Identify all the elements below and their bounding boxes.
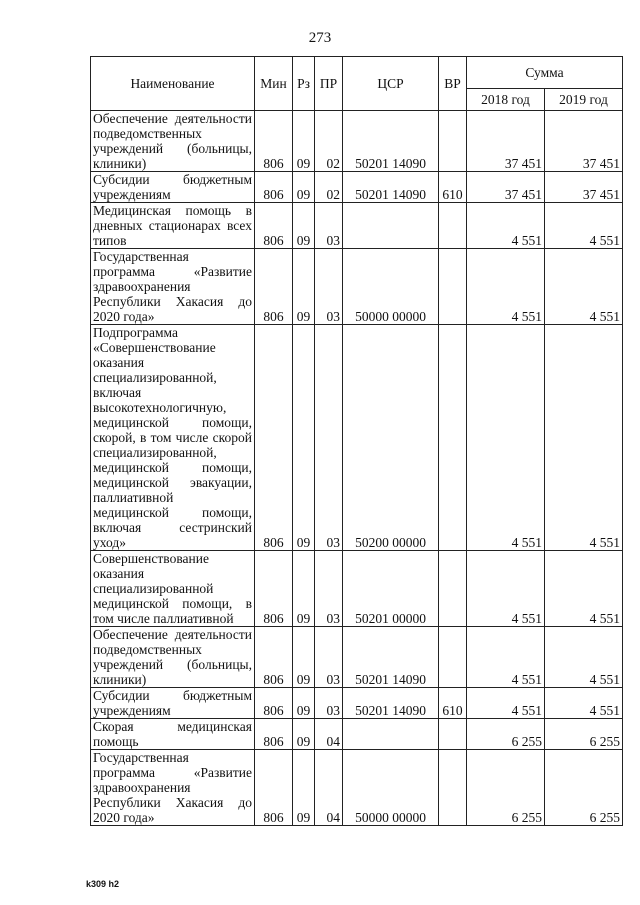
header-rz: Рз	[293, 57, 315, 111]
row-pr: 03	[315, 688, 343, 719]
row-sum-2019: 4 551	[545, 325, 623, 551]
row-sum-2018: 6 255	[467, 750, 545, 826]
row-name: Скорая медицинская помощь	[91, 719, 255, 750]
row-pr: 02	[315, 111, 343, 172]
row-sum-2018: 4 551	[467, 249, 545, 325]
footer-code: k309 h2	[86, 879, 120, 889]
row-sum-2019: 4 551	[545, 627, 623, 688]
row-min: 806	[255, 551, 293, 627]
table-row	[91, 172, 623, 203]
table-row	[91, 111, 623, 172]
row-sum-2018: 4 551	[467, 627, 545, 688]
row-name: Обеспечение деятельности подведомственных учреждений (больницы, клиники)	[91, 627, 255, 688]
row-sum-2018: 4 551	[467, 203, 545, 249]
header-name: Наименование	[91, 57, 255, 111]
table-row	[91, 325, 623, 551]
row-vr	[439, 249, 467, 325]
row-name: Подпрограмма «Совершенствование оказания специализированной, включая высокотехнологичную, медицинской помощи, скорой, в том числе скорой специализированной, медицинской помощи, медицинской эвакуации, паллиативной медицинской помощи, включая сестринский уход»	[91, 325, 255, 551]
row-name: Субсидии бюджетным учреждениям	[91, 172, 255, 203]
row-csr: 50000 00000	[343, 249, 439, 325]
row-min: 806	[255, 325, 293, 551]
row-csr: 50201 14090	[343, 627, 439, 688]
row-min: 806	[255, 111, 293, 172]
row-pr: 03	[315, 249, 343, 325]
row-sum-2018: 6 255	[467, 719, 545, 750]
table-row	[91, 203, 623, 249]
row-rz: 09	[293, 172, 315, 203]
row-min: 806	[255, 172, 293, 203]
row-sum-2018: 37 451	[467, 172, 545, 203]
row-csr: 50201 14090	[343, 688, 439, 719]
row-rz: 09	[293, 627, 315, 688]
row-sum-2019: 4 551	[545, 249, 623, 325]
row-csr	[343, 203, 439, 249]
row-vr	[439, 203, 467, 249]
row-sum-2018: 4 551	[467, 688, 545, 719]
row-csr: 50201 00000	[343, 551, 439, 627]
page-number: 273	[308, 30, 332, 46]
header-pr: ПР	[315, 57, 343, 111]
row-vr	[439, 750, 467, 826]
header-year-2018: 2018 год	[467, 89, 545, 111]
row-name: Субсидии бюджетным учреждениям	[91, 688, 255, 719]
row-min: 806	[255, 719, 293, 750]
row-sum-2018: 4 551	[467, 325, 545, 551]
table-row	[91, 551, 623, 627]
row-csr: 50201 14090	[343, 172, 439, 203]
row-pr: 03	[315, 627, 343, 688]
row-vr	[439, 627, 467, 688]
row-sum-2018: 4 551	[467, 551, 545, 627]
row-sum-2019: 4 551	[545, 688, 623, 719]
row-pr: 04	[315, 719, 343, 750]
row-csr: 50000 00000	[343, 750, 439, 826]
row-vr	[439, 551, 467, 627]
table-row	[91, 249, 623, 325]
row-min: 806	[255, 750, 293, 826]
budget-table	[90, 56, 623, 826]
row-pr: 04	[315, 750, 343, 826]
header-year-2019: 2019 год	[545, 89, 623, 111]
row-name: Обеспечение деятельности подведомственных учреждений (больницы, клиники)	[91, 111, 255, 172]
row-sum-2019: 6 255	[545, 750, 623, 826]
header-vr: ВР	[439, 57, 467, 111]
row-sum-2019: 4 551	[545, 203, 623, 249]
row-min: 806	[255, 203, 293, 249]
row-csr: 50200 00000	[343, 325, 439, 551]
row-min: 806	[255, 627, 293, 688]
table-body	[91, 111, 623, 826]
row-min: 806	[255, 249, 293, 325]
row-rz: 09	[293, 111, 315, 172]
row-sum-2019: 37 451	[545, 111, 623, 172]
row-sum-2019: 6 255	[545, 719, 623, 750]
row-pr: 03	[315, 325, 343, 551]
row-csr: 50201 14090	[343, 111, 439, 172]
row-rz: 09	[293, 688, 315, 719]
row-csr	[343, 719, 439, 750]
table-row	[91, 750, 623, 826]
row-rz: 09	[293, 719, 315, 750]
table-header	[91, 57, 623, 111]
row-name: Государственная программа «Развитие здравоохранения Республики Хакасия до 2020 года»	[91, 249, 255, 325]
table-row	[91, 627, 623, 688]
row-sum-2019: 4 551	[545, 551, 623, 627]
row-sum-2018: 37 451	[467, 111, 545, 172]
row-pr: 03	[315, 203, 343, 249]
row-rz: 09	[293, 249, 315, 325]
row-vr	[439, 719, 467, 750]
row-vr: 610	[439, 688, 467, 719]
row-rz: 09	[293, 750, 315, 826]
row-vr	[439, 111, 467, 172]
row-vr	[439, 325, 467, 551]
row-pr: 02	[315, 172, 343, 203]
header-sum: Сумма	[467, 57, 623, 89]
header-min: Мин	[255, 57, 293, 111]
row-rz: 09	[293, 203, 315, 249]
table-row	[91, 719, 623, 750]
row-rz: 09	[293, 551, 315, 627]
row-pr: 03	[315, 551, 343, 627]
header-csr: ЦСР	[343, 57, 439, 111]
row-rz: 09	[293, 325, 315, 551]
row-vr: 610	[439, 172, 467, 203]
row-name: Совершенствование оказания специализированной медицинской помощи, в том числе паллиативной	[91, 551, 255, 627]
row-min: 806	[255, 688, 293, 719]
table-row	[91, 688, 623, 719]
row-name: Медицинская помощь в дневных стационарах всех типов	[91, 203, 255, 249]
row-sum-2019: 37 451	[545, 172, 623, 203]
row-name: Государственная программа «Развитие здравоохранения Республики Хакасия до 2020 года»	[91, 750, 255, 826]
